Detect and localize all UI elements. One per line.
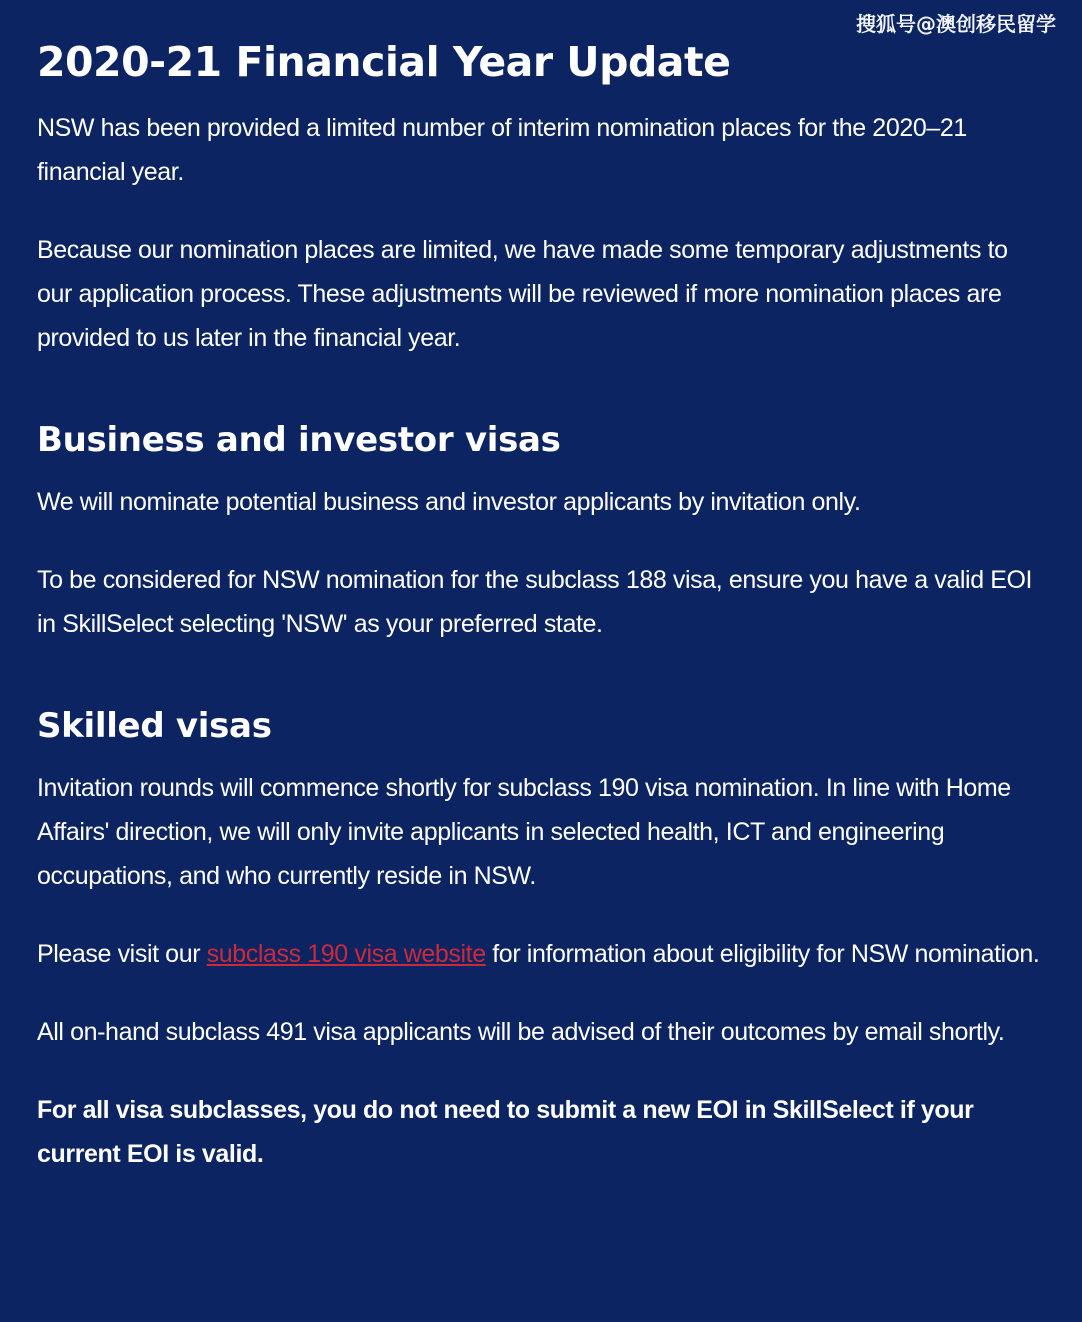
subclass-190-link[interactable]: subclass 190 visa website	[206, 940, 486, 968]
business-heading: Business and investor visas	[37, 420, 561, 460]
intro-paragraph-1: NSW has been provided a limited number of interim nomination places for the 2020–21 financial year.	[37, 114, 967, 186]
watermark: 搜狐号@澳创移民留学	[856, 12, 1056, 36]
page-title: 2020-21 Financial Year Update	[37, 38, 731, 86]
skilled-heading: Skilled visas	[37, 706, 272, 746]
article	[37, 36, 1047, 1176]
spacer	[37, 646, 1047, 704]
skilled-paragraph-2	[37, 932, 1047, 976]
business-paragraph-1: We will nominate potential business and investor applicants by invitation only.	[37, 488, 861, 516]
skilled-paragraph-2-after: for information about eligibility for NSW nomination.	[485, 940, 1040, 968]
spacer	[37, 194, 1047, 228]
spacer	[37, 898, 1047, 932]
spacer	[37, 462, 1047, 480]
skilled-paragraph-3: All on-hand subclass 491 visa applicants will be advised of their outcomes by email shortly.	[37, 1018, 1005, 1046]
spacer	[37, 976, 1047, 1010]
spacer	[37, 360, 1047, 418]
eoi-note: For all visa subclasses, you do not need to submit a new EOI in SkillSelect if your current EOI is valid.	[37, 1096, 974, 1168]
skilled-paragraph-2-before: Please visit our	[37, 940, 207, 968]
intro-paragraph-2: Because our nomination places are limited, we have made some temporary adjustments to our application process. These adjustments will be reviewed if more nomination places are provided to us later in the financial year.	[37, 236, 1008, 352]
skilled-paragraph-1: Invitation rounds will commence shortly for subclass 190 visa nomination. In line with Home Affairs' direction, we will only invite applicants in selected health, ICT and engineering occupations, and who currently reside in NSW.	[37, 774, 1011, 890]
spacer	[37, 524, 1047, 558]
spacer	[37, 1054, 1047, 1088]
spacer	[37, 748, 1047, 766]
business-paragraph-2: To be considered for NSW nomination for the subclass 188 visa, ensure you have a valid EOI in SkillSelect selecting 'NSW' as your preferred state.	[37, 566, 1033, 638]
